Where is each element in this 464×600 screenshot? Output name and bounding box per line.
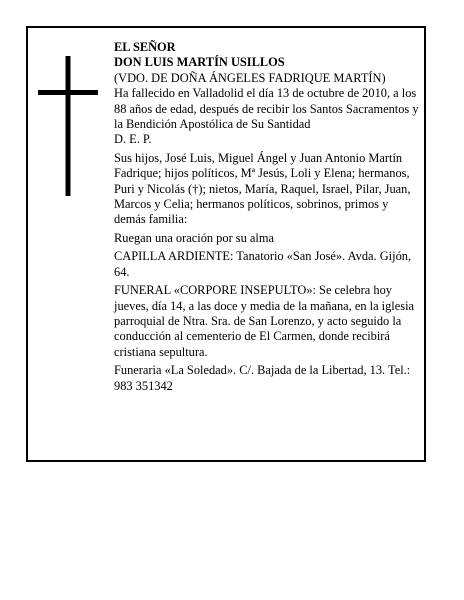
cross-icon xyxy=(38,56,98,196)
funeral-info: FUNERAL «CORPORE INSEPULTO»: Se celebra hoy jueves, día 14, a las doce y media de la mañana, en la iglesia parroquial de Ntra. Sra. de San Lorenzo, y acto seguido la conducción al cementerio de El Carmen, donde recibirá cristiana sepultura. xyxy=(114,283,415,359)
deceased-name: DON LUIS MARTÍN USILLOS xyxy=(114,55,285,70)
death-notice: Ha fallecido en Valladolid el día 13 de octubre de 2010, a los 88 años de edad, después de recibir los Santos Sacramentos y la Bendición Apostólica de Su Santidad xyxy=(114,86,419,132)
rip-line: D. E. P. xyxy=(114,132,152,147)
prayer-request: Ruegan una oración por su alma xyxy=(114,230,274,245)
family-list: Sus hijos, José Luis, Miguel Ángel y Juan Antonio Martín Fadrique; hijos políticos, Mª Jesús, Loli y Elena; hermanos, Puri y Nicolás (†); nietos, María, Raquel, Israel, Pilar, Juan, Marcos y Celia; hermanos políticos, sobrinos, primos y demás familia: xyxy=(114,150,411,227)
title-line-1: EL SEÑOR xyxy=(114,40,176,54)
chapel-info: CAPILLA ARDIENTE: Tanatorio «San José». Avda. Gijón, 64. xyxy=(114,249,412,279)
widower-of: (VDO. DE DOÑA ÁNGELES FADRIQUE MARTÍN) xyxy=(114,70,386,85)
obituary-notice xyxy=(26,26,426,462)
obituary-text xyxy=(114,40,422,394)
funeral-home-info: Funeraria «La Soledad». C/. Bajada de la Libertad, 13. Tel.: 983 351342 xyxy=(114,363,411,393)
